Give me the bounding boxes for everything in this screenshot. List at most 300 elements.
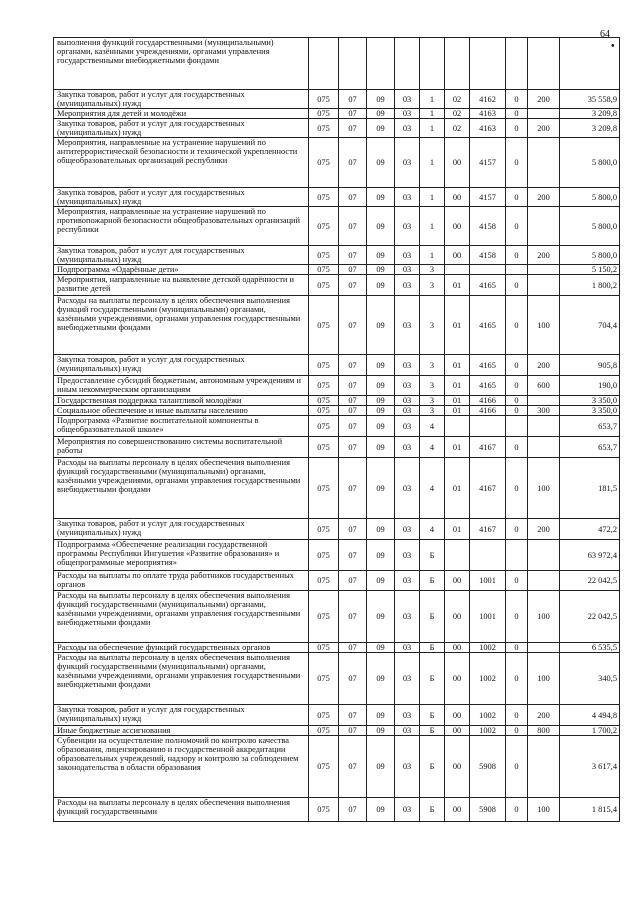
direction-code-cell: 1002 bbox=[470, 643, 506, 653]
program-code-cell: 03 bbox=[395, 726, 420, 736]
expense-type-code-cell: 800 bbox=[528, 726, 560, 736]
direction-code-cell bbox=[470, 540, 506, 571]
program-code-cell: 03 bbox=[395, 275, 420, 296]
direction-code-cell bbox=[470, 38, 506, 90]
subsection-code-cell: 09 bbox=[367, 571, 395, 591]
expense-name-cell: Подпрограмма «Обеспечение реализации государственной программы Республики Ингушетия «Развитие образования» и общепрограммные мероприятия» bbox=[54, 540, 309, 571]
subsection-code-cell: 09 bbox=[367, 275, 395, 296]
extra-code-cell bbox=[506, 38, 528, 90]
main-event-code-cell: 01 bbox=[445, 296, 470, 355]
expense-name-cell: Подпрограмма «Развитие воспитательной компоненты в общеобразовательной школе» bbox=[54, 416, 309, 437]
extra-code-cell: 0 bbox=[506, 376, 528, 396]
subprogram-code-cell: Б bbox=[420, 643, 445, 653]
extra-code-cell: 0 bbox=[506, 355, 528, 376]
expense-name-cell: Закупка товаров, работ и услуг для государственных (муниципальных) нужд bbox=[54, 246, 309, 265]
extra-code-cell: 0 bbox=[506, 406, 528, 416]
table-row bbox=[54, 437, 620, 458]
program-code-cell: 03 bbox=[395, 519, 420, 540]
amount-cell: 653,7 bbox=[560, 416, 620, 437]
program-code-cell: 03 bbox=[395, 265, 420, 275]
subsection-code-cell: 09 bbox=[367, 540, 395, 571]
main-event-code-cell: 01 bbox=[445, 355, 470, 376]
table-row bbox=[54, 416, 620, 437]
admin-code-cell: 075 bbox=[309, 109, 339, 119]
expense-name-cell: Мероприятия для детей и молодёжи bbox=[54, 109, 309, 119]
amount-cell bbox=[560, 38, 620, 90]
admin-code-cell: 075 bbox=[309, 705, 339, 726]
expense-name-cell: Подпрограмма «Одарённые дети» bbox=[54, 265, 309, 275]
main-event-code-cell: 00 bbox=[445, 246, 470, 265]
section-code-cell: 07 bbox=[339, 591, 367, 643]
section-code-cell: 07 bbox=[339, 188, 367, 207]
subprogram-code-cell: 3 bbox=[420, 355, 445, 376]
extra-code-cell bbox=[506, 265, 528, 275]
extra-code-cell: 0 bbox=[506, 519, 528, 540]
extra-code-cell: 0 bbox=[506, 458, 528, 519]
subsection-code-cell: 09 bbox=[367, 119, 395, 138]
direction-code-cell: 4157 bbox=[470, 188, 506, 207]
admin-code-cell bbox=[309, 38, 339, 90]
table-row bbox=[54, 643, 620, 653]
amount-cell: 905,8 bbox=[560, 355, 620, 376]
table-row bbox=[54, 591, 620, 643]
program-code-cell: 03 bbox=[395, 406, 420, 416]
admin-code-cell: 075 bbox=[309, 396, 339, 406]
section-code-cell: 07 bbox=[339, 265, 367, 275]
subsection-code-cell: 09 bbox=[367, 188, 395, 207]
subprogram-code-cell: 1 bbox=[420, 207, 445, 246]
expense-name-cell: Закупка товаров, работ и услуг для государственных (муниципальных) нужд bbox=[54, 119, 309, 138]
main-event-code-cell: 02 bbox=[445, 109, 470, 119]
expense-type-code-cell bbox=[528, 571, 560, 591]
main-event-code-cell: 00 bbox=[445, 207, 470, 246]
admin-code-cell: 075 bbox=[309, 798, 339, 822]
expense-type-code-cell bbox=[528, 396, 560, 406]
table-row bbox=[54, 246, 620, 265]
admin-code-cell: 075 bbox=[309, 519, 339, 540]
extra-code-cell: 0 bbox=[506, 109, 528, 119]
subsection-code-cell: 09 bbox=[367, 109, 395, 119]
subsection-code-cell: 09 bbox=[367, 726, 395, 736]
expense-name-cell: Расходы на обеспечение функций государственных органов bbox=[54, 643, 309, 653]
amount-cell: 3 617,4 bbox=[560, 736, 620, 798]
extra-code-cell: 0 bbox=[506, 246, 528, 265]
expense-type-code-cell: 100 bbox=[528, 653, 560, 705]
table-row bbox=[54, 138, 620, 188]
table-row bbox=[54, 736, 620, 798]
expense-name-cell: Закупка товаров, работ и услуг для государственных (муниципальных) нужд bbox=[54, 705, 309, 726]
direction-code-cell: 4163 bbox=[470, 109, 506, 119]
direction-code-cell: 4162 bbox=[470, 90, 506, 109]
section-code-cell: 07 bbox=[339, 109, 367, 119]
main-event-code-cell: 00 bbox=[445, 798, 470, 822]
extra-code-cell: 0 bbox=[506, 207, 528, 246]
table-row bbox=[54, 798, 620, 822]
main-event-code-cell bbox=[445, 38, 470, 90]
subsection-code-cell: 09 bbox=[367, 265, 395, 275]
amount-cell: 5 800,0 bbox=[560, 138, 620, 188]
direction-code-cell: 4167 bbox=[470, 437, 506, 458]
direction-code-cell: 4158 bbox=[470, 246, 506, 265]
program-code-cell: 03 bbox=[395, 90, 420, 109]
subprogram-code-cell: Б bbox=[420, 571, 445, 591]
amount-cell: 472,2 bbox=[560, 519, 620, 540]
table-row bbox=[54, 519, 620, 540]
section-code-cell: 07 bbox=[339, 406, 367, 416]
program-code-cell: 03 bbox=[395, 591, 420, 643]
section-code-cell: 07 bbox=[339, 519, 367, 540]
expense-type-code-cell bbox=[528, 38, 560, 90]
subprogram-code-cell: Б bbox=[420, 798, 445, 822]
main-event-code-cell bbox=[445, 540, 470, 571]
expense-type-code-cell: 200 bbox=[528, 246, 560, 265]
section-code-cell: 07 bbox=[339, 275, 367, 296]
section-code-cell: 07 bbox=[339, 653, 367, 705]
subprogram-code-cell: Б bbox=[420, 726, 445, 736]
section-code-cell: 07 bbox=[339, 207, 367, 246]
subsection-code-cell: 09 bbox=[367, 396, 395, 406]
main-event-code-cell: 01 bbox=[445, 275, 470, 296]
extra-code-cell: 0 bbox=[506, 726, 528, 736]
direction-code-cell: 4165 bbox=[470, 275, 506, 296]
direction-code-cell: 4166 bbox=[470, 406, 506, 416]
expense-name-cell: Социальное обеспечение и иные выплаты населению bbox=[54, 406, 309, 416]
expense-name-cell: Расходы на выплаты персоналу в целях обеспечения выполнения функций государственными bbox=[54, 798, 309, 822]
expense-type-code-cell bbox=[528, 437, 560, 458]
program-code-cell: 03 bbox=[395, 416, 420, 437]
admin-code-cell: 075 bbox=[309, 416, 339, 437]
direction-code-cell: 1002 bbox=[470, 653, 506, 705]
section-code-cell bbox=[339, 38, 367, 90]
expense-type-code-cell: 200 bbox=[528, 355, 560, 376]
subprogram-code-cell: 3 bbox=[420, 296, 445, 355]
subsection-code-cell: 09 bbox=[367, 458, 395, 519]
program-code-cell: 03 bbox=[395, 396, 420, 406]
expense-type-code-cell bbox=[528, 416, 560, 437]
section-code-cell: 07 bbox=[339, 571, 367, 591]
subsection-code-cell: 09 bbox=[367, 296, 395, 355]
section-code-cell: 07 bbox=[339, 643, 367, 653]
section-code-cell: 07 bbox=[339, 726, 367, 736]
main-event-code-cell bbox=[445, 265, 470, 275]
program-code-cell: 03 bbox=[395, 736, 420, 798]
budget-table bbox=[53, 37, 620, 822]
extra-code-cell: 0 bbox=[506, 705, 528, 726]
section-code-cell: 07 bbox=[339, 296, 367, 355]
program-code-cell: 03 bbox=[395, 109, 420, 119]
subprogram-code-cell: 1 bbox=[420, 119, 445, 138]
extra-code-cell: 0 bbox=[506, 188, 528, 207]
extra-code-cell: 0 bbox=[506, 653, 528, 705]
main-event-code-cell: 00 bbox=[445, 591, 470, 643]
amount-cell: 1 800,2 bbox=[560, 275, 620, 296]
table-row bbox=[54, 296, 620, 355]
expense-name-cell: Закупка товаров, работ и услуг для государственных (муниципальных) нужд bbox=[54, 90, 309, 109]
expense-name-cell: Закупка товаров, работ и услуг для государственных (муниципальных) нужд bbox=[54, 355, 309, 376]
amount-cell: 5 800,0 bbox=[560, 207, 620, 246]
subsection-code-cell: 09 bbox=[367, 355, 395, 376]
direction-code-cell: 4157 bbox=[470, 138, 506, 188]
subprogram-code-cell: 3 bbox=[420, 275, 445, 296]
subsection-code-cell: 09 bbox=[367, 90, 395, 109]
subprogram-code-cell: 1 bbox=[420, 90, 445, 109]
table-row bbox=[54, 109, 620, 119]
program-code-cell: 03 bbox=[395, 207, 420, 246]
expense-name-cell: Субвенции на осуществление полномочий по контролю качества образования, лицензированию и государственной аккредитации образовательных учреждений, надзору и контролю за соблюдением законодательства в области образования bbox=[54, 736, 309, 798]
section-code-cell: 07 bbox=[339, 437, 367, 458]
subprogram-code-cell: 3 bbox=[420, 396, 445, 406]
direction-code-cell: 4165 bbox=[470, 296, 506, 355]
subsection-code-cell: 09 bbox=[367, 643, 395, 653]
section-code-cell: 07 bbox=[339, 705, 367, 726]
amount-cell: 340,5 bbox=[560, 653, 620, 705]
extra-code-cell: 0 bbox=[506, 90, 528, 109]
amount-cell: 1 815,4 bbox=[560, 798, 620, 822]
program-code-cell: 03 bbox=[395, 458, 420, 519]
amount-cell: 653,7 bbox=[560, 437, 620, 458]
expense-type-code-cell bbox=[528, 265, 560, 275]
amount-cell: 3 209,8 bbox=[560, 109, 620, 119]
expense-type-code-cell bbox=[528, 207, 560, 246]
direction-code-cell: 4167 bbox=[470, 519, 506, 540]
table-row bbox=[54, 119, 620, 138]
direction-code-cell: 4158 bbox=[470, 207, 506, 246]
main-event-code-cell: 01 bbox=[445, 396, 470, 406]
section-code-cell: 07 bbox=[339, 416, 367, 437]
section-code-cell: 07 bbox=[339, 736, 367, 798]
admin-code-cell: 075 bbox=[309, 296, 339, 355]
direction-code-cell: 1002 bbox=[470, 726, 506, 736]
subprogram-code-cell: 3 bbox=[420, 265, 445, 275]
section-code-cell: 07 bbox=[339, 540, 367, 571]
admin-code-cell: 075 bbox=[309, 355, 339, 376]
extra-code-cell: 0 bbox=[506, 119, 528, 138]
table-row bbox=[54, 38, 620, 90]
expense-type-code-cell: 200 bbox=[528, 519, 560, 540]
table-row bbox=[54, 540, 620, 571]
admin-code-cell: 075 bbox=[309, 437, 339, 458]
expense-type-code-cell bbox=[528, 275, 560, 296]
table-row bbox=[54, 726, 620, 736]
main-event-code-cell bbox=[445, 416, 470, 437]
direction-code-cell: 5908 bbox=[470, 798, 506, 822]
program-code-cell: 03 bbox=[395, 643, 420, 653]
subsection-code-cell: 09 bbox=[367, 406, 395, 416]
amount-cell: 5 150,2 bbox=[560, 265, 620, 275]
subprogram-code-cell: 4 bbox=[420, 416, 445, 437]
amount-cell: 3 350,0 bbox=[560, 406, 620, 416]
subsection-code-cell: 09 bbox=[367, 246, 395, 265]
expense-type-code-cell: 200 bbox=[528, 188, 560, 207]
direction-code-cell bbox=[470, 265, 506, 275]
table-row bbox=[54, 275, 620, 296]
admin-code-cell: 075 bbox=[309, 726, 339, 736]
section-code-cell: 07 bbox=[339, 138, 367, 188]
expense-name-cell: Расходы на выплаты персоналу в целях обеспечения выполнения функций государственными (муниципальными) органами, казёнными учреждениями, органами управления государственными внебюджетными фондами bbox=[54, 458, 309, 519]
expense-name-cell: Мероприятия, направленные на устранение нарушений по противопожарной безопасности общеобразовательных организаций республики bbox=[54, 207, 309, 246]
direction-code-cell bbox=[470, 416, 506, 437]
table-row bbox=[54, 458, 620, 519]
admin-code-cell: 075 bbox=[309, 540, 339, 571]
subprogram-code-cell: 3 bbox=[420, 406, 445, 416]
program-code-cell: 03 bbox=[395, 540, 420, 571]
program-code-cell: 03 bbox=[395, 246, 420, 265]
extra-code-cell: 0 bbox=[506, 138, 528, 188]
direction-code-cell: 4165 bbox=[470, 376, 506, 396]
section-code-cell: 07 bbox=[339, 119, 367, 138]
subprogram-code-cell: Б bbox=[420, 653, 445, 705]
section-code-cell: 07 bbox=[339, 376, 367, 396]
table-row bbox=[54, 90, 620, 109]
section-code-cell: 07 bbox=[339, 246, 367, 265]
main-event-code-cell: 01 bbox=[445, 376, 470, 396]
subprogram-code-cell: 3 bbox=[420, 376, 445, 396]
table-row bbox=[54, 355, 620, 376]
expense-name-cell: Расходы на выплаты персоналу в целях обеспечения выполнения функций государственными (муниципальными) органами, казёнными учреждениями, органами управления государственными внебюджетными фондами bbox=[54, 653, 309, 705]
main-event-code-cell: 01 bbox=[445, 406, 470, 416]
amount-cell: 190,0 bbox=[560, 376, 620, 396]
main-event-code-cell: 00 bbox=[445, 571, 470, 591]
expense-type-code-cell bbox=[528, 540, 560, 571]
table-row bbox=[54, 705, 620, 726]
direction-code-cell: 1001 bbox=[470, 571, 506, 591]
program-code-cell: 03 bbox=[395, 437, 420, 458]
program-code-cell bbox=[395, 38, 420, 90]
admin-code-cell: 075 bbox=[309, 406, 339, 416]
expense-name-cell: Мероприятия, направленные на устранение нарушений по антитеррористической безопасности и технической укрепленности общеобразовательных организаций республики bbox=[54, 138, 309, 188]
extra-code-cell: 0 bbox=[506, 736, 528, 798]
extra-code-cell: 0 bbox=[506, 296, 528, 355]
admin-code-cell: 075 bbox=[309, 119, 339, 138]
subsection-code-cell: 09 bbox=[367, 653, 395, 705]
expense-type-code-cell bbox=[528, 138, 560, 188]
subsection-code-cell: 09 bbox=[367, 376, 395, 396]
section-code-cell: 07 bbox=[339, 798, 367, 822]
subprogram-code-cell: Б bbox=[420, 591, 445, 643]
extra-code-cell: 0 bbox=[506, 571, 528, 591]
amount-cell: 6 535,5 bbox=[560, 643, 620, 653]
subprogram-code-cell: Б bbox=[420, 736, 445, 798]
table-row bbox=[54, 188, 620, 207]
expense-name-cell: Расходы на выплаты по оплате труда работников государственных органов bbox=[54, 571, 309, 591]
direction-code-cell: 4163 bbox=[470, 119, 506, 138]
subsection-code-cell: 09 bbox=[367, 437, 395, 458]
main-event-code-cell: 00 bbox=[445, 736, 470, 798]
amount-cell: 22 042,5 bbox=[560, 571, 620, 591]
subsection-code-cell: 09 bbox=[367, 138, 395, 188]
subprogram-code-cell: 1 bbox=[420, 109, 445, 119]
main-event-code-cell: 00 bbox=[445, 705, 470, 726]
program-code-cell: 03 bbox=[395, 119, 420, 138]
subprogram-code-cell: 4 bbox=[420, 437, 445, 458]
extra-code-cell: 0 bbox=[506, 396, 528, 406]
admin-code-cell: 075 bbox=[309, 188, 339, 207]
table-row bbox=[54, 653, 620, 705]
subsection-code-cell: 09 bbox=[367, 705, 395, 726]
extra-code-cell: 0 bbox=[506, 798, 528, 822]
direction-code-cell: 1001 bbox=[470, 591, 506, 643]
table-row bbox=[54, 265, 620, 275]
expense-type-code-cell: 600 bbox=[528, 376, 560, 396]
extra-code-cell: 0 bbox=[506, 275, 528, 296]
amount-cell: 5 800,0 bbox=[560, 188, 620, 207]
direction-code-cell: 1002 bbox=[470, 705, 506, 726]
section-code-cell: 07 bbox=[339, 355, 367, 376]
expense-type-code-cell: 100 bbox=[528, 591, 560, 643]
subprogram-code-cell: 1 bbox=[420, 246, 445, 265]
subsection-code-cell: 09 bbox=[367, 519, 395, 540]
amount-cell: 1 700,2 bbox=[560, 726, 620, 736]
amount-cell: 4 494,8 bbox=[560, 705, 620, 726]
expense-name-cell: Расходы на выплаты персоналу в целях обеспечения выполнения функций государственными (муниципальными) органами, казёнными учреждениями, органами управления государственными внебюджетными фондами bbox=[54, 591, 309, 643]
main-event-code-cell: 01 bbox=[445, 519, 470, 540]
admin-code-cell: 075 bbox=[309, 643, 339, 653]
amount-cell: 63 972,4 bbox=[560, 540, 620, 571]
section-code-cell: 07 bbox=[339, 458, 367, 519]
direction-code-cell: 4165 bbox=[470, 355, 506, 376]
subsection-code-cell bbox=[367, 38, 395, 90]
admin-code-cell: 075 bbox=[309, 653, 339, 705]
extra-code-cell: 0 bbox=[506, 643, 528, 653]
direction-code-cell: 5908 bbox=[470, 736, 506, 798]
subsection-code-cell: 09 bbox=[367, 591, 395, 643]
amount-cell: 22 042,5 bbox=[560, 591, 620, 643]
page-number: 64 bbox=[600, 29, 610, 40]
admin-code-cell: 075 bbox=[309, 246, 339, 265]
program-code-cell: 03 bbox=[395, 188, 420, 207]
expense-name-cell: Государственная поддержка талантливой молодёжи bbox=[54, 396, 309, 406]
program-code-cell: 03 bbox=[395, 571, 420, 591]
extra-code-cell bbox=[506, 540, 528, 571]
expense-type-code-cell: 100 bbox=[528, 458, 560, 519]
expense-type-code-cell: 100 bbox=[528, 296, 560, 355]
main-event-code-cell: 01 bbox=[445, 458, 470, 519]
admin-code-cell: 075 bbox=[309, 736, 339, 798]
expense-type-code-cell bbox=[528, 736, 560, 798]
main-event-code-cell: 01 bbox=[445, 437, 470, 458]
admin-code-cell: 075 bbox=[309, 265, 339, 275]
extra-code-cell: 0 bbox=[506, 591, 528, 643]
admin-code-cell: 075 bbox=[309, 138, 339, 188]
program-code-cell: 03 bbox=[395, 355, 420, 376]
admin-code-cell: 075 bbox=[309, 376, 339, 396]
expense-type-code-cell: 200 bbox=[528, 705, 560, 726]
extra-code-cell bbox=[506, 416, 528, 437]
extra-code-cell: 0 bbox=[506, 437, 528, 458]
main-event-code-cell: 00 bbox=[445, 726, 470, 736]
table-row bbox=[54, 207, 620, 246]
subprogram-code-cell: Б bbox=[420, 540, 445, 571]
subprogram-code-cell: Б bbox=[420, 705, 445, 726]
program-code-cell: 03 bbox=[395, 653, 420, 705]
subprogram-code-cell: 1 bbox=[420, 138, 445, 188]
subprogram-code-cell bbox=[420, 38, 445, 90]
main-event-code-cell: 02 bbox=[445, 90, 470, 109]
main-event-code-cell: 02 bbox=[445, 119, 470, 138]
subsection-code-cell: 09 bbox=[367, 416, 395, 437]
subsection-code-cell: 09 bbox=[367, 798, 395, 822]
expense-type-code-cell: 300 bbox=[528, 406, 560, 416]
amount-cell: 5 800,0 bbox=[560, 246, 620, 265]
amount-cell: 3 209,8 bbox=[560, 119, 620, 138]
page-mark: • bbox=[611, 41, 615, 52]
table-row bbox=[54, 376, 620, 396]
subprogram-code-cell: 4 bbox=[420, 458, 445, 519]
expense-name-cell: Мероприятия по совершенствованию системы воспитательной работы bbox=[54, 437, 309, 458]
expense-name-cell: Предоставление субсидий бюджетным, автономным учреждениям и иным некоммерческим организациям bbox=[54, 376, 309, 396]
expense-type-code-cell: 200 bbox=[528, 119, 560, 138]
expense-name-cell: Расходы на выплаты персоналу в целях обеспечения выполнения функций государственными (муниципальными) органами, казёнными учреждениями, органами управления государственными внебюджетными фондами bbox=[54, 296, 309, 355]
